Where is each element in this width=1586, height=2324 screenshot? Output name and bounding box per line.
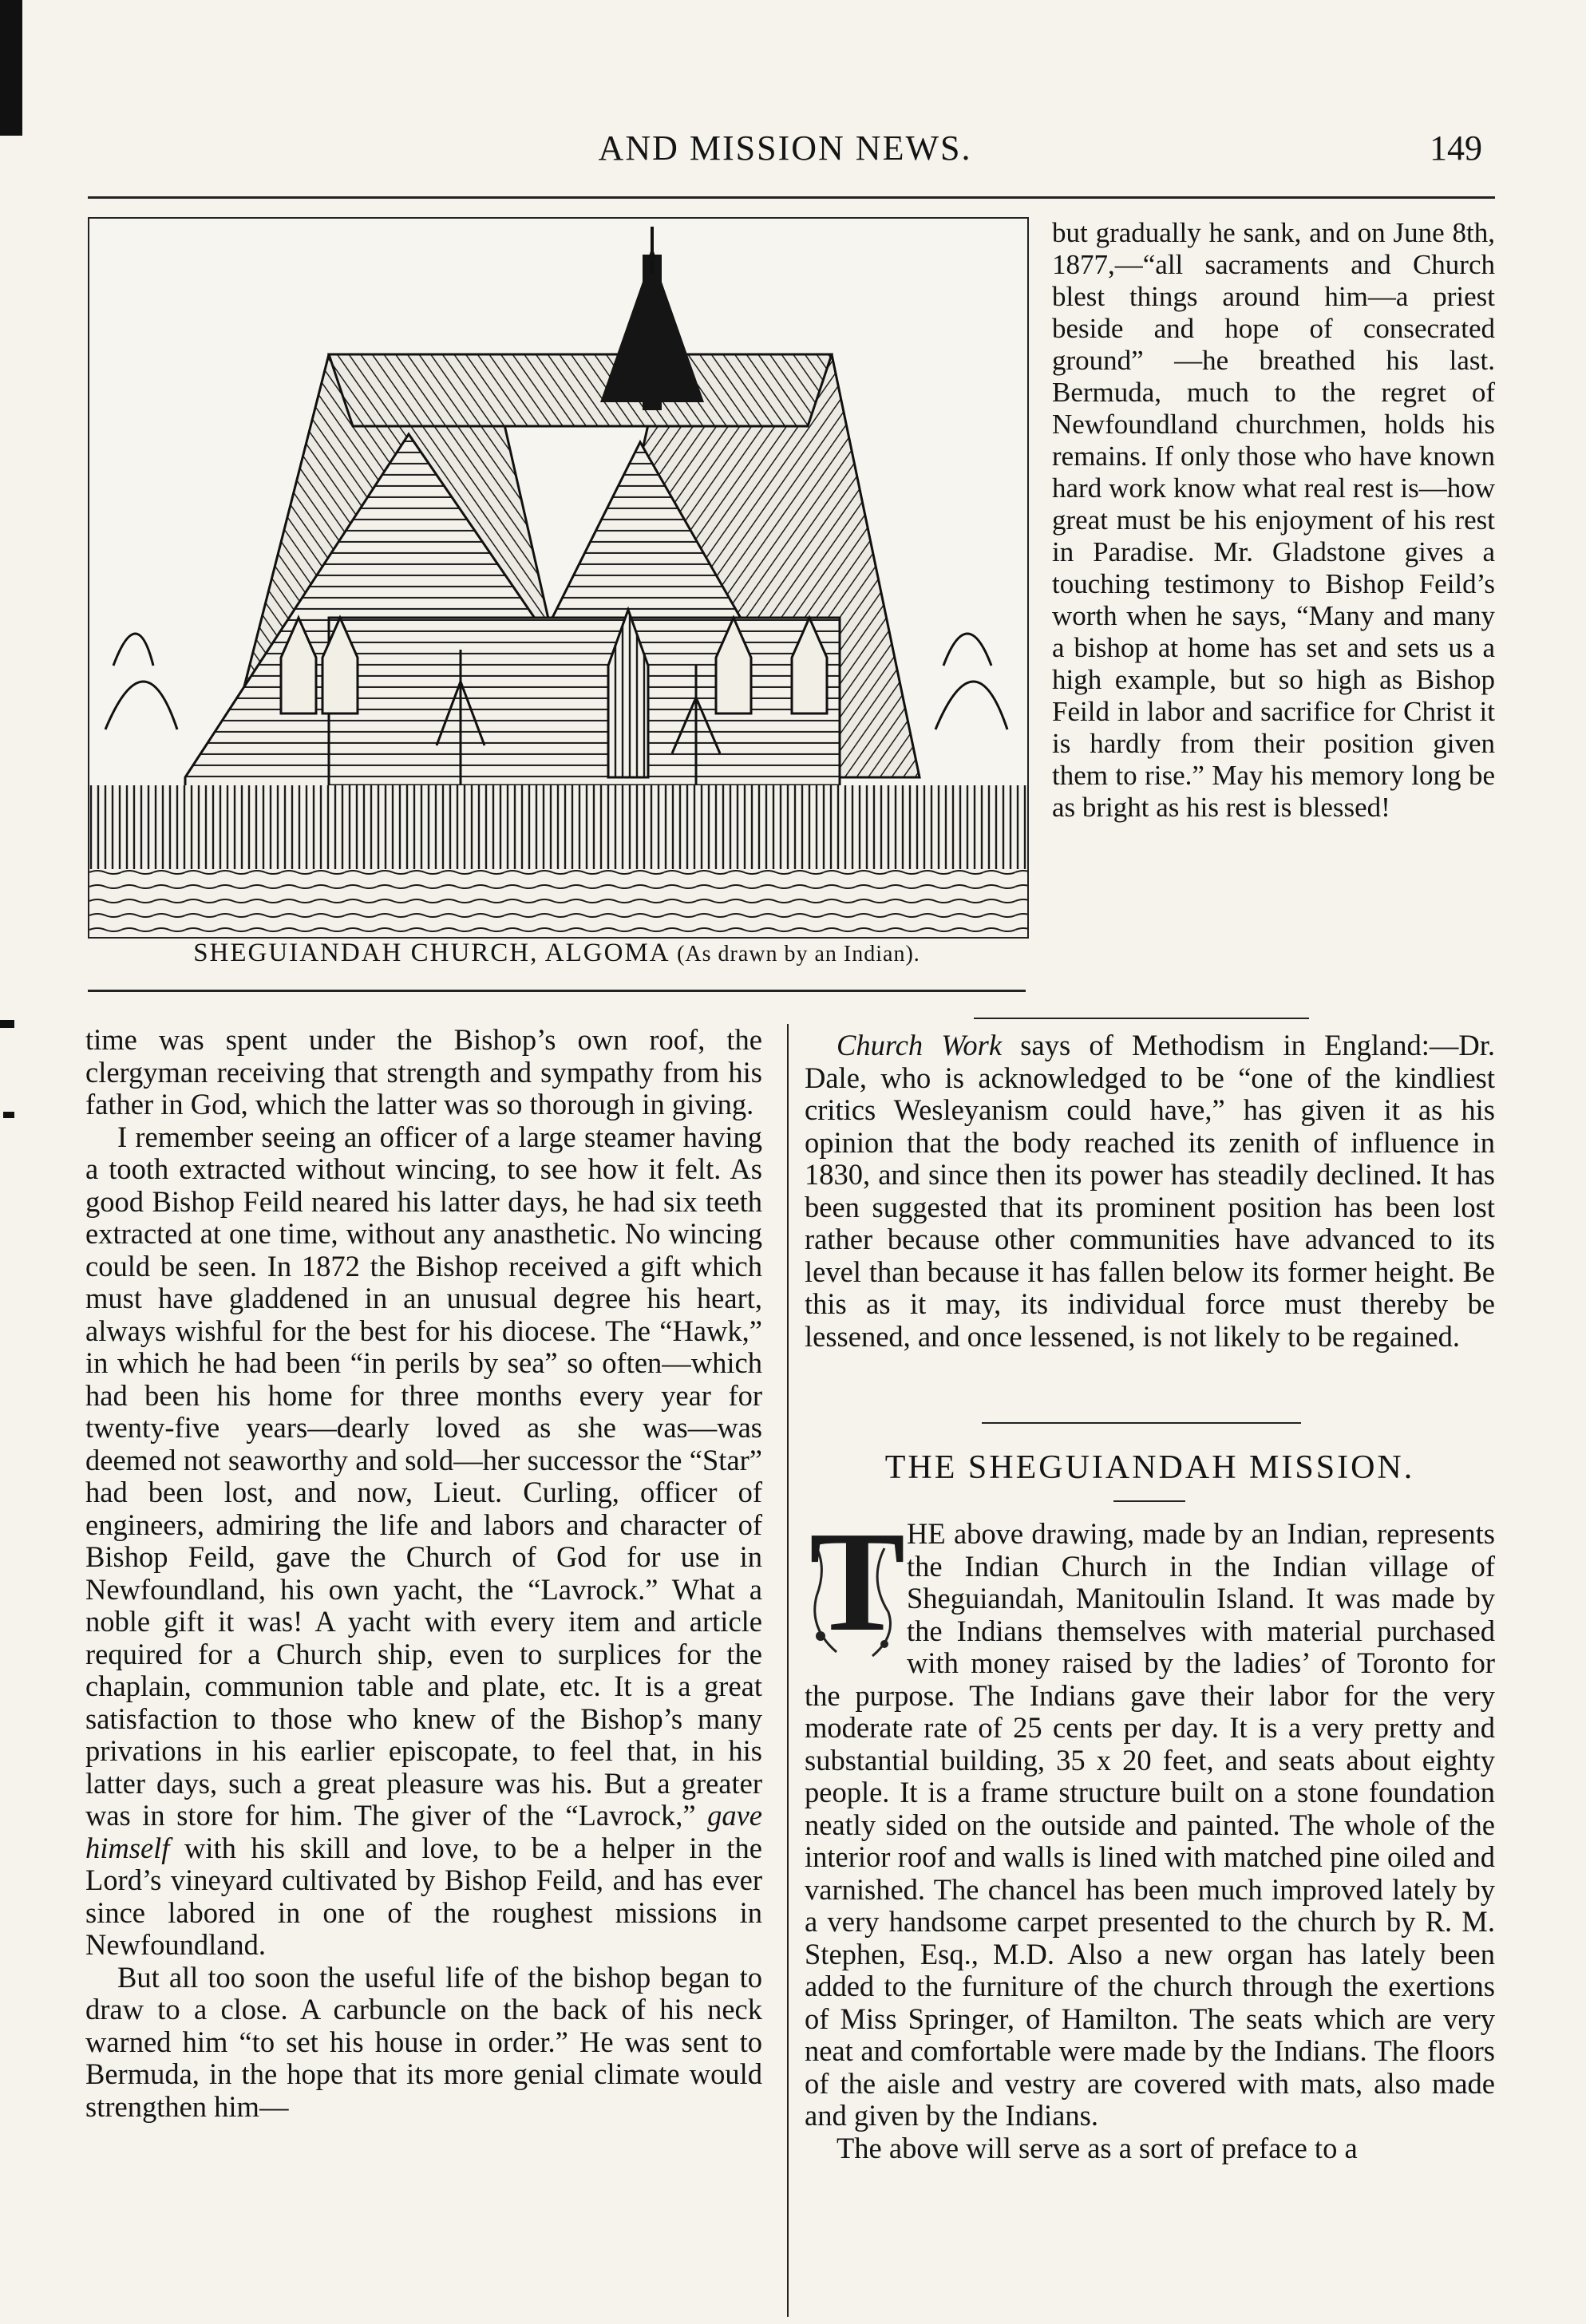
drop-cap-letter: T [809, 1502, 906, 1661]
left-paragraph-2-text-a: I remember seeing an officer of a large steamer having a tooth extracted without wincing, to see how it felt. As good Bishop Feild neared his latter days, he had six teeth extracted at one time, without any anasthetic. No wincing could be seen. In 1872 the Bishop received a gift which must have gladdened in an unusual degree his heart, always wishful for the best for his diocese. The “Hawk,” in which he had been “in perils by sea” so often—which had been his home for three months every year for twenty-five years—dearly loved as she was—was deemed not seaworthy and sold—her successor the “Star” had been lost, and now, Lieut. Curling, officer of engineers, admiring the life and labors and character of Bishop Feild, gave the Church of God for use in Newfoundland, his own yacht, the “Lavrock.” What a noble gift it was! A yacht with every item and article required for a Church ship, even to surplices for the chaplain, communion table and plate, etc. It is a great satisfaction to those who knew of the Bishop’s many privations in his earlier episcopate, to feel that, in his latter days, such a great pleasure was his. But a greater was in store for him. The giver of the “Lavrock,” [85, 1120, 762, 1832]
church-engraving-icon [89, 219, 1027, 937]
left-paragraph-1: time was spent under the Bishop’s own roof, the clergyman receiving that strength and sympathy from his father in God, which the latter was so thorough in giving. [85, 1023, 762, 1120]
page-header [88, 120, 1482, 184]
section-heading: THE SHEGUIANDAH MISSION. [884, 1449, 1415, 1486]
left-paragraph-2 [85, 1121, 762, 1962]
right-column [805, 1030, 1495, 1353]
ink-speck [3, 1112, 14, 1118]
figure-caption [88, 939, 1026, 968]
church-work-title: Church Work [837, 1029, 1003, 1061]
left-paragraph-2-emphasis: gave himself [85, 1799, 762, 1864]
left-paragraph-2-text-b: with his skill and love, to be a helper in the Lord’s vineyard cultivated by Bishop Feild, and has ever since labored in one of the roughest missions in Newfoundland. [85, 1831, 762, 1961]
top-right-column [1052, 217, 1495, 824]
mission-lead-text: HE above drawing, made by an Indian, represents the Indian Church in the Indian village of Sheguiandah, Manitoulin Island. It was made by the Indians themselves with material purchased with money raised by the ladies’ of Toronto for the purpose. The Indians gave their labor for the very moderate rate of 25 cents per day. It is a very pretty and substantial building, 35 x 20 feet, and seats about eighty people. It is a frame structure built on a stone foundation neatly sided on the outside and painted. The whole of the interior roof and walls is lined with matched pine oiled and varnished. The chancel has been much improved lately by a very handsome carpet presented to the church by R. M. Stephen, Esq., M.D. Also a new organ has lately been added to the furniture of the church through the exertions of Miss Springer, of Hamilton. The seats which are very neat and comfortable were made by the Indians. The floors of the aisle and vestry are covered with mats, also made and given by the Indians. [805, 1517, 1495, 2132]
page-number: 149 [1430, 128, 1482, 168]
ink-speck [0, 1020, 14, 1028]
left-paragraph-3: But all too soon the useful life of the bishop began to draw to a close. A carbuncle on the back of his neck warned him “to set his house in order.” He was sent to Bermuda, in the hope that its more genial climate would strengthen him— [85, 1960, 762, 2123]
short-rule-middle [982, 1422, 1301, 1424]
short-rule-top [974, 1018, 1309, 1019]
drop-cap-spacer [805, 1518, 907, 1666]
church-work-text: says of Methodism in England:—Dr. Dale, who is acknowledged to be “one of the kindliest critics Wesleyanism could have,” has given it as his opinion that the body reached its zenith of influence in 1830, and since then its power has steadily declined. It has been suggested that its prominent position has been lost rather because other communities have advanced to its level than because it has fallen below its former height. Be this as it may, its individual force must thereby be lessened, and once lessened, is not likely to be regained. [805, 1029, 1496, 1353]
binding-shadow [0, 0, 22, 136]
mission-last-line: The above will serve as a sort of preface to a [837, 2131, 1358, 2164]
caption-title: SHEGUIANDAH CHURCH, ALGOMA [193, 939, 669, 967]
left-column [85, 1024, 762, 2123]
mission-paragraph-wrap [805, 1518, 1495, 2164]
header-rule [88, 196, 1495, 199]
caption-note: (As drawn by an Indian). [677, 942, 920, 966]
church-work-paragraph [805, 1030, 1495, 1353]
caption-rule [88, 990, 1026, 992]
running-title: AND MISSION NEWS. [598, 128, 972, 168]
mission-paragraph [805, 1518, 1495, 2132]
church-illustration [88, 217, 1029, 939]
short-rule-heading [1113, 1500, 1185, 1502]
column-divider [787, 1024, 789, 2317]
obituary-continuation: but gradually he sank, and on June 8th, 1877,—“all sacraments and Church blest things around him—a priest beside and hope of consecrated ground” —he breathed his last. Bermuda, much to the regret of Newfoundland churchmen, holds his remains. If only those who have known hard work know what real rest is—how great must be his enjoyment of his rest in Paradise. Mr. Gladstone gives a touching testimony to Bishop Feild’s worth when he says, “Many and many a bishop at home has set and sets us a high example, but so high as Bishop Feild in labor and sacrifice for Christ it is hardly from their position given them to rise.” May his memory long be as bright as his rest is blessed! [1052, 217, 1495, 823]
